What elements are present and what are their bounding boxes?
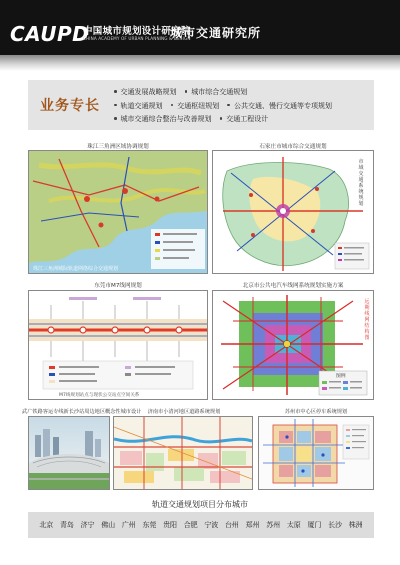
wg-render-graphic — [29, 417, 109, 489]
specialties-line — [114, 86, 338, 100]
dg-map-graphic — [29, 291, 207, 399]
jn-map-caption: 济南市小清河地区道路系统规划 — [147, 409, 221, 415]
city-item: 济宁 — [80, 521, 95, 529]
bj-map-caption: 北京市公共电汽车线网系统规划实施方案 — [242, 283, 344, 289]
city-item: 宁波 — [204, 521, 219, 529]
bullet-icon — [114, 104, 117, 107]
specialty-item: 交通工程设计 — [220, 115, 269, 123]
jn-map-graphic — [114, 417, 252, 489]
specialty-item: 交通发展战略规划 — [114, 88, 177, 96]
city-item: 长沙 — [328, 521, 343, 529]
bullet-icon — [185, 90, 188, 93]
specialty-item: 交通枢纽规划 — [171, 102, 220, 110]
city-item: 郑州 — [245, 521, 260, 529]
caupd-logo: CAUPD — [10, 22, 90, 46]
bj-map-label: 远期线网结构图 — [364, 299, 370, 341]
sjz-transport-map — [212, 150, 374, 274]
bj-legend-title: 图例 — [336, 374, 346, 379]
sz-map-graphic — [259, 417, 373, 489]
city-item: 株洲 — [348, 521, 363, 529]
bullet-icon — [220, 117, 223, 120]
specialties-box — [28, 80, 374, 130]
city-item: 东莞 — [142, 521, 157, 529]
jn-road-map — [113, 416, 253, 490]
city-item: 合肥 — [183, 521, 198, 529]
bj-map-graphic — [213, 291, 373, 399]
specialties-line — [114, 100, 338, 114]
sjz-map-graphic — [213, 151, 373, 273]
bj-bus-network-map — [212, 290, 374, 400]
prd-region-map — [28, 150, 208, 274]
prd-map-caption: 珠江三角洲区域协调规划 — [87, 144, 149, 150]
prd-map-label: 珠江三角洲城际轨道网络综合交通规划 — [33, 266, 119, 272]
specialty-item: 公共交通、慢行交通等专项规划 — [227, 102, 332, 110]
dg-map-label: M7线规划站点与现状公交站点空间关系 — [59, 393, 140, 398]
specialties-title: 业务专长 — [40, 98, 100, 114]
cities-list — [28, 512, 374, 538]
sjz-map-caption: 石家庄市城市综合交通规划 — [259, 144, 327, 150]
specialty-item: 轨道交通规划 — [114, 102, 163, 110]
institute-name-cn: 中国城市规划设计研究院 — [83, 26, 191, 37]
city-item: 广州 — [121, 521, 136, 529]
specialties-line — [114, 113, 338, 127]
cities-title: 轨道交通规划项目分布城市 — [152, 500, 248, 509]
specialty-item: 城市交通综合整治与改善规划 — [114, 115, 212, 123]
dg-map-caption: 东莞市M7线网规划 — [94, 283, 142, 289]
institute-name-en: CHINA ACADEMY OF URBAN PLANNING & DESIGN — [83, 36, 191, 41]
department-title: 城市交通研究所 — [170, 26, 262, 40]
bullet-icon — [227, 104, 230, 107]
bullet-icon — [114, 117, 117, 120]
city-item: 北京 — [39, 521, 54, 529]
sz-parking-map — [258, 416, 374, 490]
city-item: 佛山 — [101, 521, 116, 529]
prd-map-graphic — [29, 151, 207, 273]
wg-image-caption: 武广铁路客运专线新长沙站周边地区概念性城市设计 — [22, 409, 142, 415]
page-header — [0, 0, 400, 55]
bullet-icon — [171, 104, 174, 107]
header-gradient-band — [0, 55, 400, 71]
city-item: 太原 — [286, 521, 301, 529]
wg-station-rendering — [28, 416, 110, 490]
bullet-icon — [114, 90, 117, 93]
dg-m7-map — [28, 290, 208, 400]
sz-map-caption: 苏州市中心区停车系统规划 — [284, 409, 348, 415]
city-item: 贵阳 — [163, 521, 178, 529]
sjz-map-label: 市域交通系统规划 — [358, 159, 364, 207]
city-item: 青岛 — [59, 521, 74, 529]
specialties-list — [114, 86, 338, 127]
city-item: 厦门 — [307, 521, 322, 529]
city-item: 苏州 — [266, 521, 281, 529]
specialty-item: 城市综合交通规划 — [185, 88, 248, 96]
city-item: 台州 — [224, 521, 239, 529]
